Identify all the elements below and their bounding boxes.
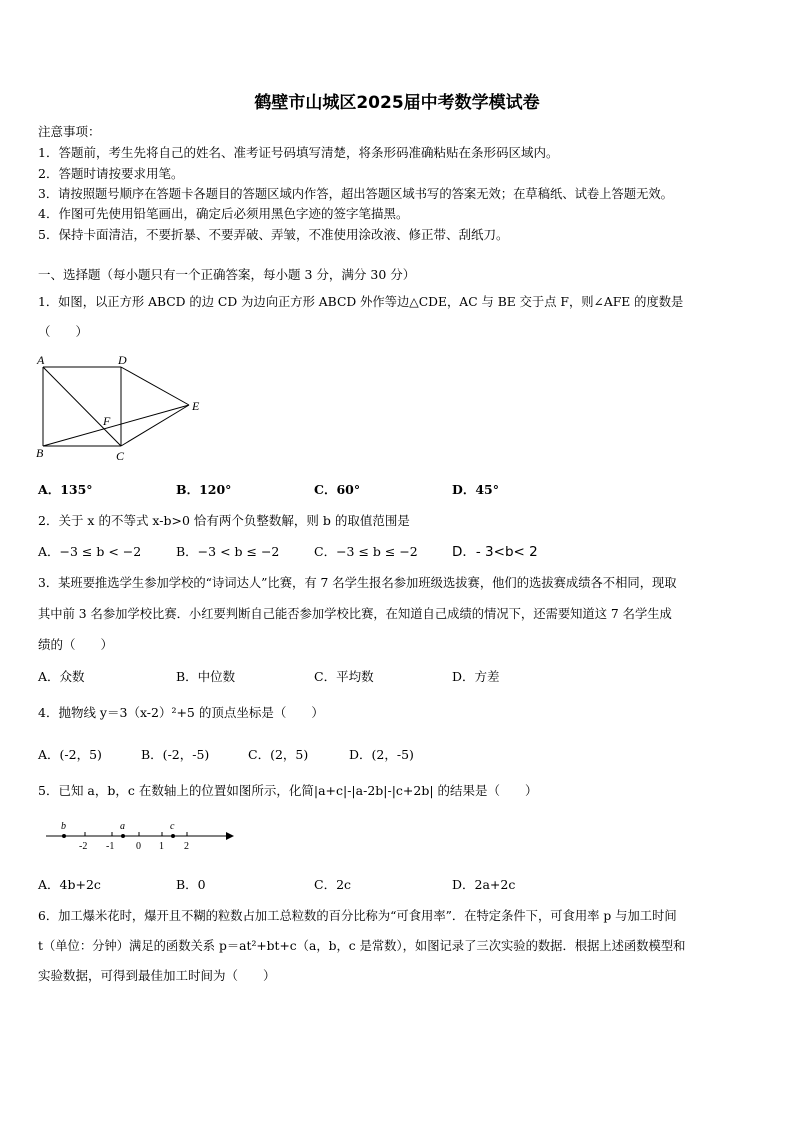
question-5-option-c: C．2c	[314, 877, 352, 892]
label-f: F	[103, 414, 111, 428]
point-label-c: c	[170, 821, 175, 832]
diagonal-ac	[43, 367, 121, 446]
question-3-option-c: C．平均数	[314, 669, 374, 684]
question-5-option-d: D．2a+2c	[452, 877, 516, 892]
segment-be	[43, 405, 189, 446]
question-4-option-a: A．(-2，5)	[38, 747, 102, 762]
question-5-text: 5．已知 a，b，c 在数轴上的位置如图所示，化简|a+c|-|a-2b|-|c+2b| 的结果是（ ）	[38, 783, 538, 798]
label-b: B	[36, 446, 44, 460]
tick-label-minus-2: -2	[79, 841, 88, 852]
question-2-option-d: D．- 3<b< 2	[452, 544, 538, 560]
question-4-option-d: D．(2，-5)	[349, 747, 414, 762]
question-2-option-b: B．−3 < b ≤ −2	[176, 544, 280, 559]
notice-item-2: 2．答题时请按要求用笔。	[38, 166, 184, 181]
question-1-figure	[30, 350, 215, 468]
tick-label-0: 0	[136, 841, 141, 852]
question-2-option-c: C．−3 ≤ b ≤ −2	[314, 544, 418, 559]
edge-ce	[121, 405, 189, 446]
point-a	[121, 834, 125, 838]
point-c	[171, 834, 175, 838]
page-title: 鹤壁市山城区2025届中考数学模试卷	[254, 93, 540, 113]
label-a: A	[37, 353, 45, 367]
label-e: E	[192, 399, 200, 413]
notice-item-4: 4．作图可先使用铅笔画出，确定后必须用黑色字迹的签字笔描黑。	[38, 206, 409, 221]
question-1-option-a: A．135°	[38, 482, 93, 497]
question-5-option-b: B．0	[176, 877, 206, 892]
notice-item-5: 5．保持卡面清洁，不要折暴、不要弄破、弄皱，不准使用涂改液、修正带、刮纸刀。	[38, 227, 509, 242]
question-4-option-c: C．(2，5)	[248, 747, 309, 762]
point-b	[62, 834, 66, 838]
tick-label-1: 1	[159, 841, 164, 852]
question-1-option-d: D．45°	[452, 482, 499, 497]
question-5-number-line	[38, 815, 243, 855]
question-1-option-c: C．60°	[314, 482, 361, 497]
notice-item-1: 1．答题前，考生先将自己的姓名、准考证号码填写清楚，将条形码准确粘贴在条形码区域内。	[38, 145, 559, 160]
question-6-text-line-1: 6．加工爆米花时，爆开且不糊的粒数占加工总粒数的百分比称为“可食用率”．在特定条件下，可食用率 p 与加工时间	[38, 909, 677, 923]
point-label-a: a	[120, 821, 125, 832]
question-3-text-line-1: 3．某班要推选学生参加学校的“诗词达人”比赛，有 7 名学生报名参加班级选拔赛，他们的选拔赛成绩各不相同，现取	[38, 576, 677, 590]
question-1-text: 1．如图，以正方形 ABCD 的边 CD 为边向正方形 ABCD 外作等边△CDE，AC 与 BE 交于点 F，则∠AFE 的度数是	[38, 295, 684, 309]
point-label-b: b	[61, 821, 66, 832]
question-6-text-line-2: t（单位：分钟）满足的函数关系 p＝at²+bt+c（a，b，c 是常数），如图记录了三次实验的数据．根据上述函数模型和	[38, 939, 686, 953]
tick-label-2: 2	[184, 841, 189, 852]
question-1-blank: （ ）	[38, 324, 89, 339]
label-d: D	[118, 353, 127, 367]
notice-heading: 注意事项：	[38, 124, 101, 139]
section-heading: 一、选择题（每小题只有一个正确答案，每小题 3 分，满分 30 分）	[38, 267, 416, 282]
question-3-option-b: B．中位数	[176, 669, 236, 684]
question-6-text-line-3: 实验数据，可得到最佳加工时间为（ ）	[38, 968, 276, 983]
tick-label-minus-1: -1	[106, 841, 115, 852]
question-5-option-a: A．4b+2c	[38, 877, 101, 892]
notice-item-3: 3．请按照题号顺序在答题卡各题目的答题区域内作答，超出答题区域书写的答案无效；在草稿纸、试卷上答题无效。	[38, 187, 673, 201]
question-3-text-line-3: 绩的（ ）	[38, 637, 114, 652]
question-3-option-d: D．方差	[452, 669, 500, 684]
question-2-option-a: A．−3 ≤ b < −2	[38, 544, 142, 559]
question-3-text-line-2: 其中前 3 名参加学校比赛．小红要判断自己能否参加学校比赛，在知道自己成绩的情况下，还需要知道这 7 名学生成	[38, 607, 672, 621]
edge-de	[121, 367, 189, 405]
question-3-option-a: A．众数	[38, 669, 85, 684]
question-4-option-b: B．(-2，-5)	[141, 747, 210, 762]
question-2-text: 2．关于 x 的不等式 x-b>0 恰有两个负整数解，则 b 的取值范围是	[38, 513, 410, 528]
question-1-option-b: B．120°	[176, 482, 232, 497]
label-c: C	[116, 449, 125, 463]
question-4-text: 4．抛物线 y＝3（x-2）²+5 的顶点坐标是（ ）	[38, 705, 324, 720]
